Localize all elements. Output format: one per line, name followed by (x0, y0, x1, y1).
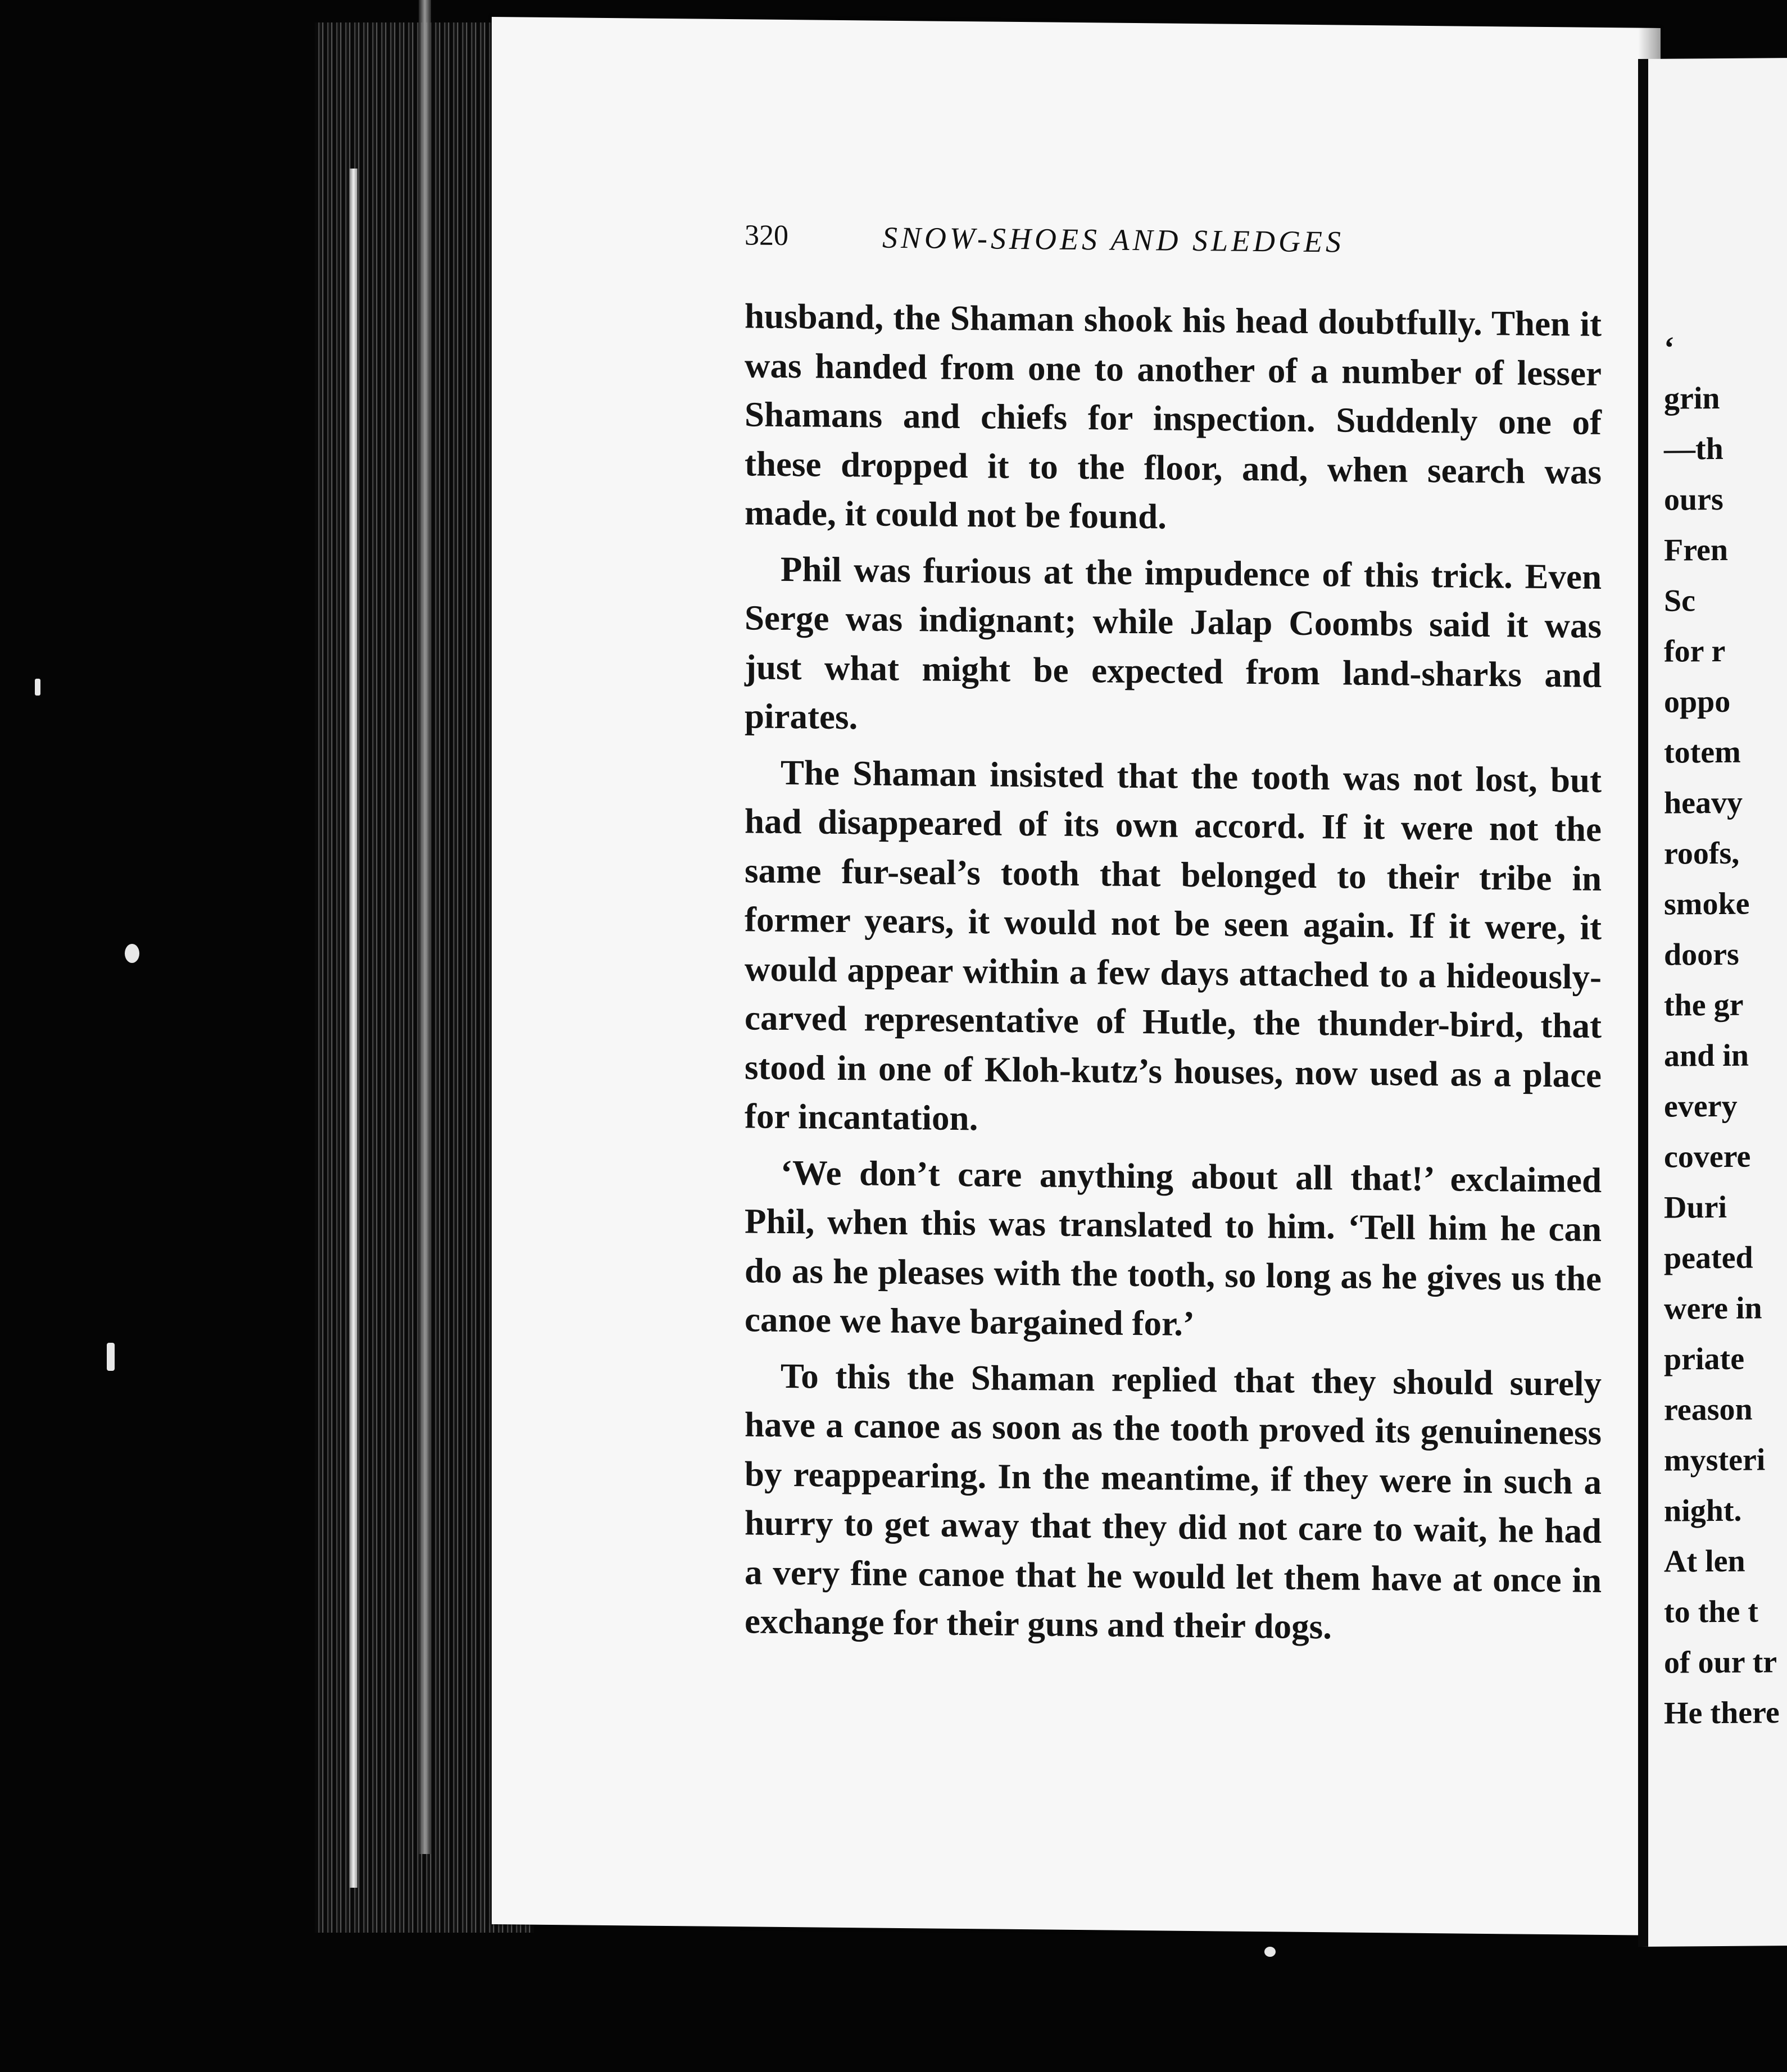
paragraph-2: Phil was furious at the impudence of this trick. Even Serge was indignant; while Jalap Coombs said it was just what might be expected from land-sharks and pirates. (745, 549, 1602, 737)
dust-speck (1264, 1947, 1276, 1957)
next-page-line: peated (1664, 1240, 1753, 1276)
book-page-left (492, 17, 1661, 1935)
next-page-line: Sc (1664, 583, 1695, 619)
paragraph-3: The Shaman insisted that the tooth was not lost, but had disappeared of its own accord. If it were not the same fur-seal’s tooth that belonged to their tribe in former years, it would not be seen again. If it were, it would appear within a few days attached to a hideously-carved representative of Hutle, the thunder-bird, that stood in one of Kloh-kutz’s houses, now used as a place for incantation. (745, 752, 1602, 1138)
running-head-title: SNOW-SHOES AND SLEDGES (882, 220, 1344, 259)
next-page-line: and in (1664, 1038, 1749, 1074)
dust-speck (107, 1343, 115, 1371)
next-page-line: of our tr (1664, 1644, 1777, 1680)
next-page-line: the gr (1664, 987, 1744, 1023)
next-page-line: At len (1664, 1543, 1745, 1579)
next-page-line: for r (1664, 633, 1726, 669)
next-page-line: ‘ (1664, 330, 1675, 366)
next-page-line: night. (1664, 1493, 1742, 1529)
next-page-line: every (1664, 1088, 1738, 1124)
body-text (745, 292, 1602, 1654)
next-page-line: Duri (1664, 1189, 1727, 1225)
book-page-right-partial (1638, 58, 1787, 1947)
running-head (745, 219, 1610, 272)
next-page-line: doors (1664, 937, 1739, 973)
next-page-line: ours (1664, 481, 1723, 517)
dust-speck (125, 944, 139, 963)
paragraph-5: To this the Shaman replied that they should surely have a canoe as soon as the tooth proved its genuineness by reappearing. In the meantime, if they were in such a hurry to get away that they did not care to wait, he had a very fine canoe that he would let them have at once in exchange for their guns and their dogs. (745, 1356, 1602, 1647)
next-page-line: to the t (1664, 1594, 1758, 1630)
next-page-line: Fren (1664, 532, 1729, 568)
page-edge-strip (419, 0, 431, 1854)
page-edge-highlight (350, 169, 357, 1888)
dust-speck (35, 679, 40, 696)
page-number: 320 (745, 219, 788, 252)
next-page-line: were in (1664, 1291, 1762, 1326)
next-page-line: reason (1664, 1392, 1753, 1428)
next-page-line: He there (1664, 1695, 1780, 1731)
next-page-line: totem (1664, 734, 1741, 770)
next-page-line: —th (1664, 431, 1723, 467)
next-page-line: grin (1664, 380, 1720, 416)
paragraph-4: ‘We don’t care anything about all that!’ exclaimed Phil, when this was translated to him. ‘Tell him he can do as he pleases with the tooth, so long as he gives us the canoe we have bargained for.’ (745, 1152, 1602, 1344)
next-page-line: oppo (1664, 684, 1731, 720)
next-page-line: roofs, (1664, 835, 1740, 871)
next-page-line: mysteri (1664, 1442, 1766, 1478)
next-page-line: heavy (1664, 785, 1743, 821)
next-page-line: priate (1664, 1341, 1745, 1377)
next-page-line: covere (1664, 1139, 1751, 1175)
next-page-text (1664, 322, 1780, 1738)
paragraph-1: husband, the Shaman shook his head doubtfully. Then it was handed from one to another of a number of lesser Shamans and chiefs for inspection. Suddenly one of these dropped it to the floor, and, when search was made, it could not be found. (745, 296, 1602, 537)
next-page-line: smoke (1664, 886, 1750, 922)
